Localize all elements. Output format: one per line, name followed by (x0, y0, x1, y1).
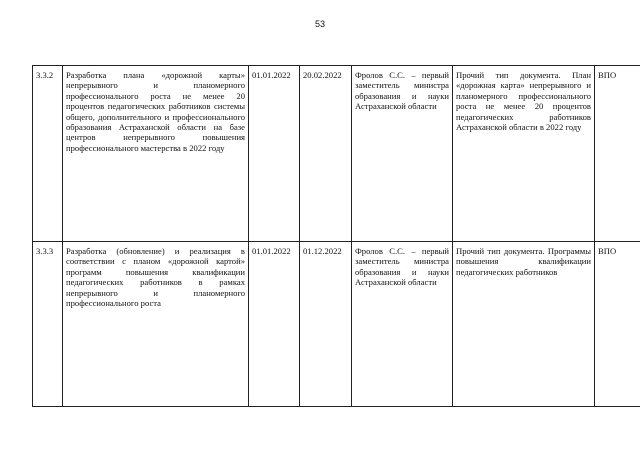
start-date-cell: 01.01.2022 (249, 66, 300, 242)
level-cell: ВПО (595, 66, 640, 242)
responsible-cell: Фролов С.С. – первый заместитель министра образования и науки Астраханской области (352, 66, 453, 242)
end-date-cell: 20.02.2022 (300, 66, 352, 242)
measure-cell: Разработка (обновление) и реализация в соответствии с планом «дорожной картой» программ повышения квалификации педагогических работников в рамках непрерывного и планомерного профессионального роста (63, 242, 249, 407)
table-row (33, 242, 640, 407)
row-number: 3.3.2 (33, 66, 63, 242)
page-number: 53 (314, 19, 325, 29)
row-number: 3.3.3 (33, 242, 63, 407)
measure-cell: Разработка плана «дорожной карты» непрерывного и планомерного профессионального роста не менее 20 процентов педагогических работников системы общего, дополнительного и профессионального образования Астраханской области на базе центров непрерывного повышения профессионального мастерства в 2022 году (63, 66, 249, 242)
level-cell: ВПО (595, 242, 640, 407)
result-cell: Прочий тип документа. Программы повышения квалификации педагогических работников (453, 242, 595, 407)
start-date-cell: 01.01.2022 (249, 242, 300, 407)
plan-table (32, 65, 640, 407)
end-date-cell: 01.12.2022 (300, 242, 352, 407)
result-cell: Прочий тип документа. План «дорожная карта» непрерывного и планомерного профессионального роста не менее 20 процентов педагогических работников Астраханской области в 2022 году (453, 66, 595, 242)
table-row (33, 66, 640, 242)
responsible-cell: Фролов С.С. – первый заместитель министра образования и науки Астраханской области (352, 242, 453, 407)
